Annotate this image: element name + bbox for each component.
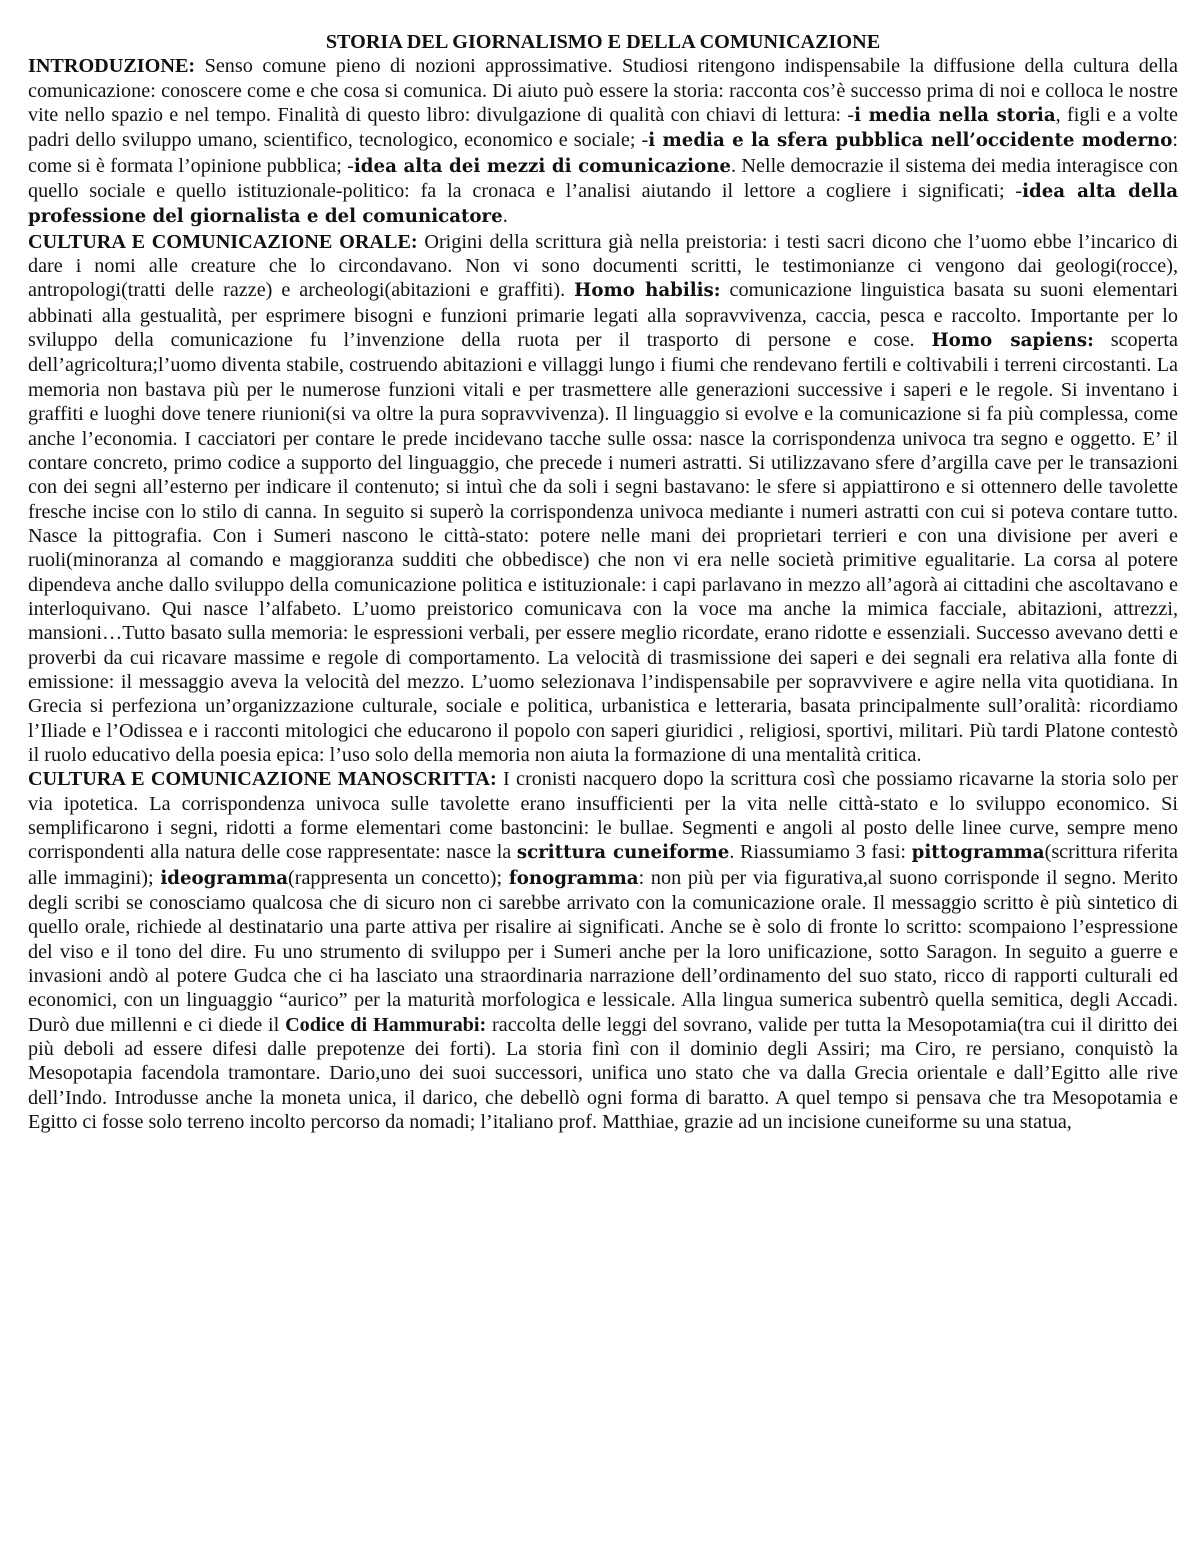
document-page <box>28 30 1178 1134</box>
body-text: scoperta dell’agricoltura;l’uomo diventa stabile, costruendo abitazioni e villaggi lungo i fiumi che rendevano fertili e coltivabili i terreni circostanti. La memoria non bastava più per le numerose funzioni vitali e per trasmettere alle generazioni successive i saperi e le regole. Si inventano i graffiti e luoghi dove tenere riunioni(si va oltre la pura sopravvivenza). Il linguaggio si evolve e la comunicazione si fa più complessa, come anche l’economia. I cacciatori per contare le prede incidevano tacche sulle ossa: nasce la corrispondenza univoca tra segno e oggetto. E’ il contare concreto, primo codice a supporto del linguaggio, che precede i numeri astratti. Si utilizzavano sfere d’argilla cave per le transazioni con dei segni all’esterno per indicare il contenuto; si intuì che da soli i segni bastavano: le sfere si appiattirono e si ottennero delle tavolette fresche incise con lo stilo di canna. In seguito si superò la corrispondenza univoca mediante i numeri astratti con cui si poteva contare tutto. Nasce la pittografia. Con i Sumeri nascono le città-stato: potere nelle mani dei proprietari terrieri e con una divisione per averi e ruoli(minoranza al comando e maggioranza sudditi che obbedisce) che non vi era nelle società primitive egualitarie. La corsa al potere dipendeva anche dallo sviluppo della comunicazione politica e istituzionale: i capi parlavano in mezzo all’agorà ai cittadini che ascoltavano e interloquivano. Qui nasce l’alfabeto. L’uomo preistorico comunicava con la voce ma anche la mimica facciale, abitazioni, attrezzi, mansioni…Tutto basato sulla memoria: le espressioni verbali, per essere meglio ricordate, erano ridotte e essenziali. Successo avevano detti e proverbi da cui ricavare massime e regole di comportamento. La velocità di trasmissione dei saperi e dei segnali era relativa alla fonte di emissione: il messaggio aveva la velocità del mezzo. L’uomo selezionava l’indispensabile per sopravvivere e agire nella vita quotidiana. In Grecia si perfeziona un’organizzazione culturale, sociale e politica, urbanistica e letteraria, basata principalmente sull’oralità: ricordiamo l’Iliade e l’Odissea e i racconti mitologici che educarono il popolo con saperi giuridici , religiosi, sportivi, militari. Più tardi Platone contestò il ruolo educativo della poesia epica: l’uso solo della memoria non aiuta la formazione di una mentalità critica. <box>28 329 1178 766</box>
body-text: Senso comune pieno di nozioni approssimative. Studiosi ritengono indispensabile la diffusione della cultura della comunicazione: conoscere come e che cosa si comunica. Di aiuto può essere la storia: racconta cos’è successo prima di noi e colloca le nostre vite nello spazio e nel tempo. Finalità di questo libro: divulgazione di qualità con chiavi di lettura: - <box>28 55 1178 127</box>
section-introduzione <box>28 54 1178 229</box>
bold-term: Homo sapiens: <box>931 330 1094 352</box>
body-text: . Nelle democrazie il sistema dei media interagisce con quello sociale e quello istituzionale-politico: fa la cronaca e l’analisi aiutando il lettore a cogliere i significati; - <box>28 154 1179 203</box>
bold-term: pittogramma <box>911 842 1045 864</box>
body-text: : non più per via figurativa,al suono corrisponde il segno. Merito degli scribi se conosciamo qualcosa che di sicuro non ci sarebbe arrivato con la comunicazione orale. Il messaggio scritto è più sintetico di quello orale, richiede al destinatario una parte attiva per risalire ai significati. Anche se è solo di fronte lo scritto: scompaiono l’espressione del viso e il tono del dire. Fu uno strumento di sviluppo per i Sumeri anche per la loro unificazione, sotto Saragon. In seguito a guerre e invasioni andò al potere Gudca che ci ha lasciato una straordinaria narrazione dell’ordinamento del suo stato, ricco di rapporti culturali ed economici, con un linguaggio “aurico” per la maturità morfologica e lessicale. Alla lingua sumerica subentrò quella semitica, degli Accadi. Durò due millenni e ci diede il <box>28 866 1178 1036</box>
bold-term: Codice di Hammurabi: <box>285 1013 487 1036</box>
body-text: comunicazione linguistica basata su suoni elementari abbinati alla gestualità, per esprimere bisogni e funzioni primarie legati alla sopravvivenza, caccia, pesca e raccolto. Importante per lo sviluppo della comunicazione fu l’invenzione della ruota per il trasporto di persone e cose. <box>28 279 1178 352</box>
bold-term: ideogramma <box>160 867 289 889</box>
body-text: raccolta delle leggi del sovrano, valide per tutta la Mesopotamia(tra cui il diritto dei più deboli ad essere difesi dalle prepotenze dei forti). La storia finì con il dominio degli Assiri; ma Ciro, re persiano, conquistò la Mesopotapia facendola tramontare. Dario,uno dei suoi successori, unifica uno stato che va dalla Grecia orientale e dall’Egitto alle rive dell’Indo. Introdusse anche la moneta unica, il darico, che debellò ogni forma di baratto. A quel tempo si pensava che tra Mesopotamia e Egitto ci fosse solo terreno incolto percorso da nomadi; l’italiano prof. Matthiae, grazie ad un incisione cuneiforme su una statua, <box>28 1013 1178 1134</box>
bold-term: i media e la sfera pubblica nell’occidente moderno <box>648 130 1173 152</box>
body-text: (scrittura riferita alle immagini); <box>28 841 1178 889</box>
body-text: : come si è formata l’opinione pubblica; - <box>28 129 1178 177</box>
bold-term: i media nella storia <box>854 105 1056 127</box>
document-title: STORIA DEL GIORNALISMO E DELLA COMUNICAZIONE <box>325 31 881 53</box>
bold-term: fonogramma <box>508 867 639 889</box>
body-text: . Riassumiamo 3 fasi: <box>729 841 912 864</box>
body-text: (rappresenta un concetto); <box>288 866 509 889</box>
bold-term: Homo habilis: <box>574 280 721 302</box>
body-text: I cronisti nacquero dopo la scrittura così che possiamo ricavarne la storia solo per via ipotetica. La corrispondenza univoca sulle tavolette erano insufficienti per la vita nelle città-stato e lo sviluppo economico. Si semplificarono i segni, ridotti a forme elementari come bastoncini: le bullae. Segmenti e angoli al posto delle linee curve, sempre meno corrispondenti alla natura delle cose rappresentate: nasce la <box>28 768 1178 864</box>
body-text: Origini della scrittura già nella preistoria: i testi sacri dicono che l’uomo ebbe l’incarico di dare i nomi alle creature che lo circondavano. Non vi sono documenti scritti, le testimonianze ci vengono dai geologi(rocce), antropologi(tratti delle razze) e archeologi(abitazioni e graffiti). <box>28 230 1178 302</box>
section-comunicazione-manoscritta <box>28 767 1178 1134</box>
body-text: , figli e a volte padri dello sviluppo umano, scientifico, tecnologico, economico e sociale; - <box>28 104 1179 152</box>
bold-term: idea alta dei mezzi di comunicazione <box>353 155 732 177</box>
section-heading: INTRODUZIONE: <box>28 55 196 78</box>
bold-term: scrittura cuneiforme <box>516 842 730 864</box>
section-comunicazione-orale <box>28 230 1178 768</box>
section-heading: CULTURA E COMUNICAZIONE MANOSCRITTA: <box>28 768 497 791</box>
section-heading: CULTURA E COMUNICAZIONE ORALE: <box>28 230 418 253</box>
body-text: . <box>502 205 508 228</box>
bold-term: idea alta della professione del giornalista e del comunicatore <box>28 181 1178 228</box>
